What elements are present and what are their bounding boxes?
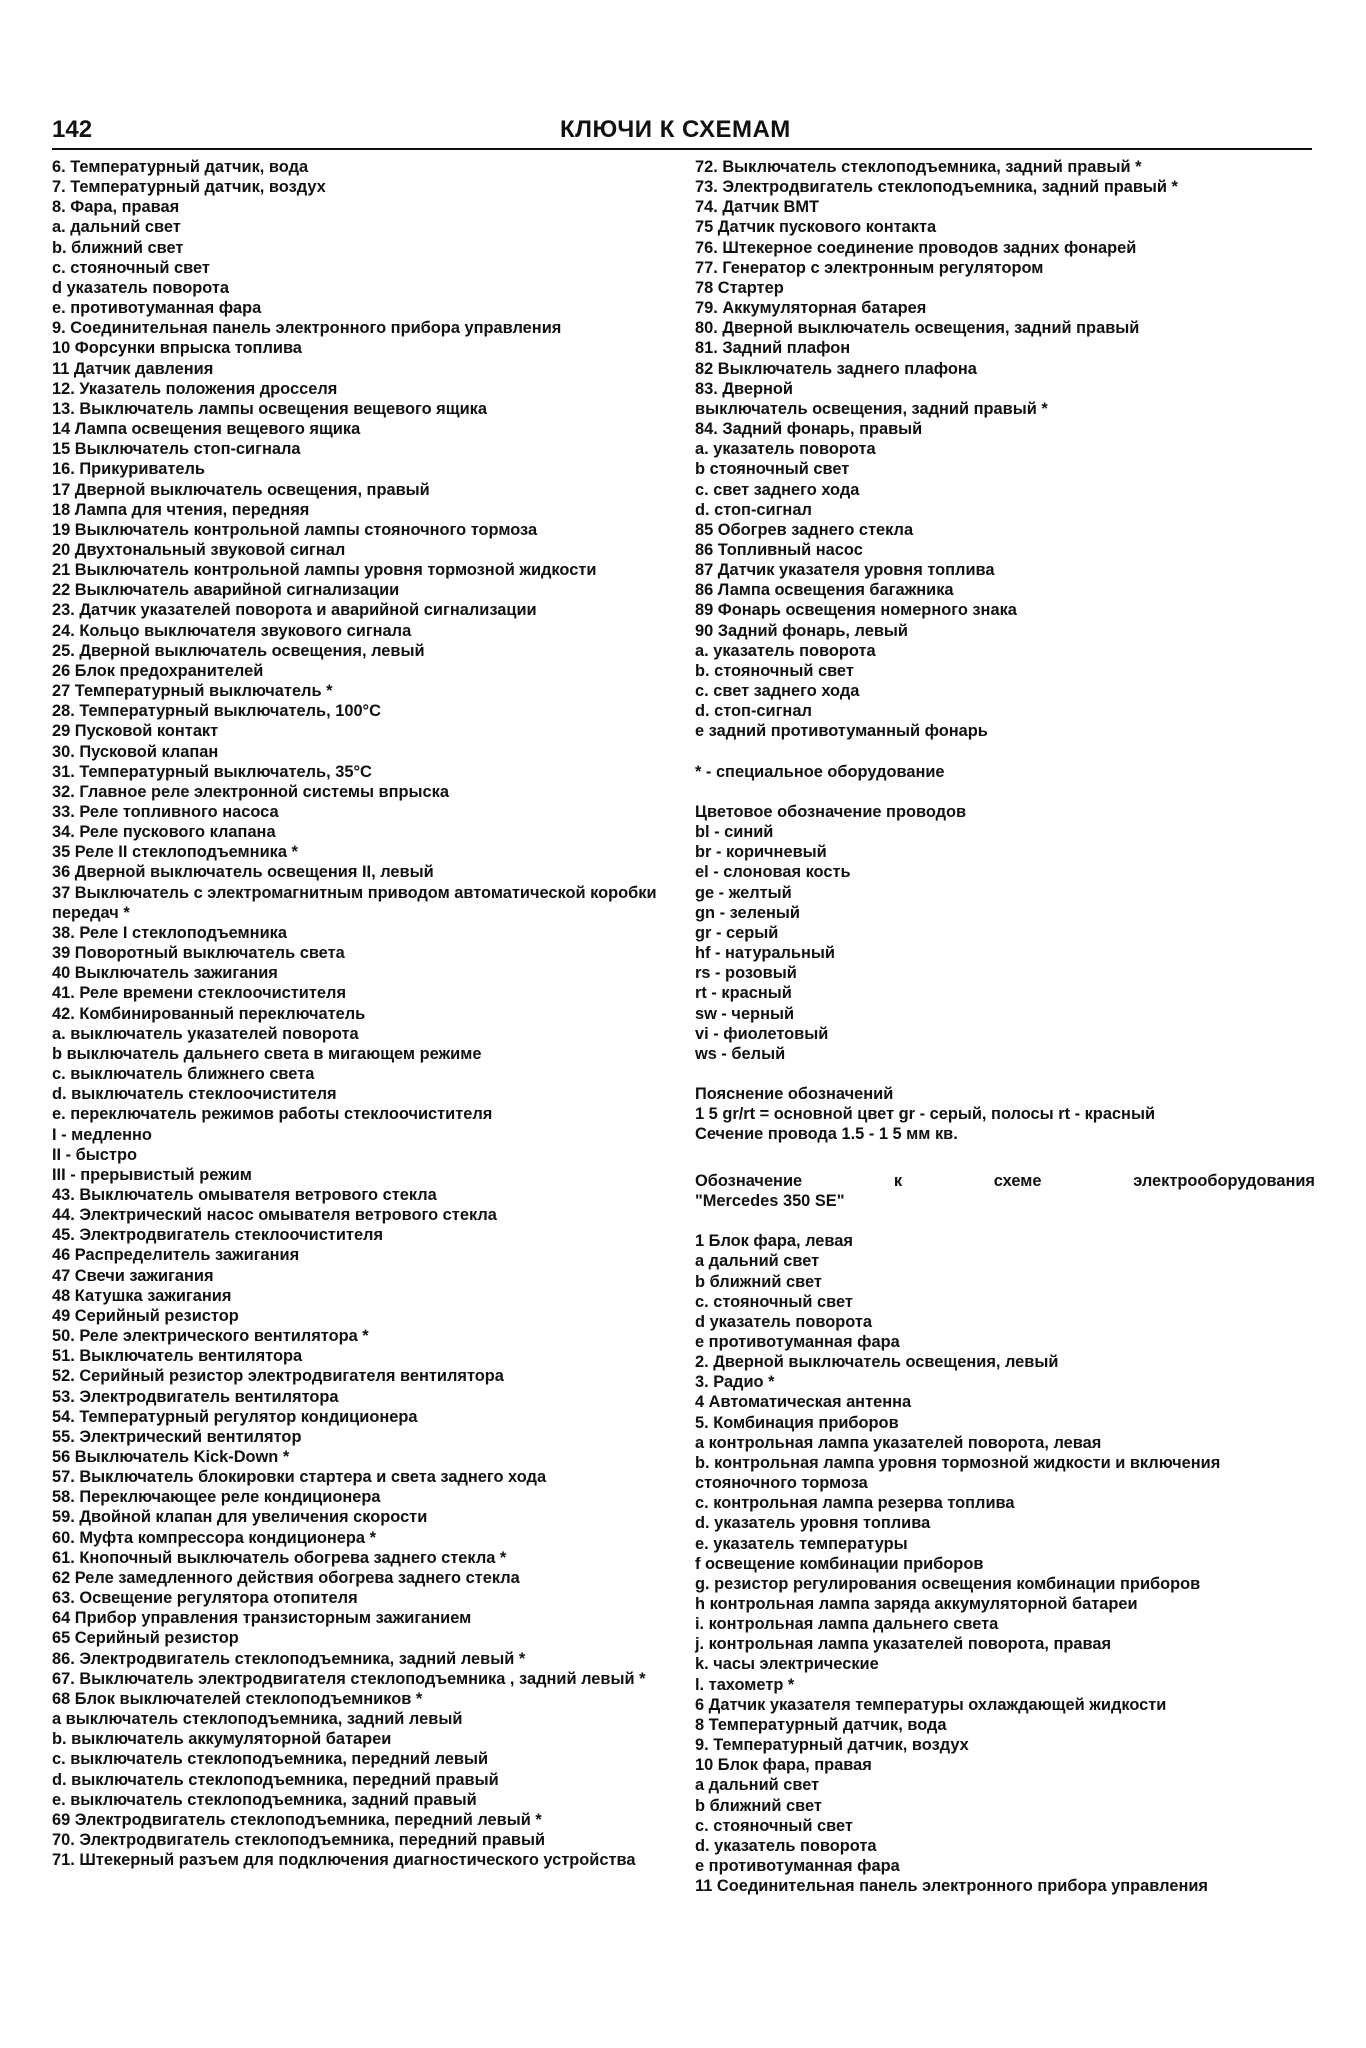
legend-explanation-title: Пояснение обозначений <box>695 1085 894 1104</box>
list-item: 69 Электродвигатель стеклоподъемника, передний левый * <box>52 1810 542 1829</box>
list-item: f освещение комбинации приборов <box>695 1554 984 1573</box>
list-item: 53. Электродвигатель вентилятора <box>52 1387 339 1406</box>
wire-color-item: el - слоновая кость <box>695 863 851 882</box>
list-item: e противотуманная фара <box>695 1857 900 1876</box>
list-item: 81. Задний плафон <box>695 339 851 358</box>
wire-color-item: vi - фиолетовый <box>695 1024 829 1043</box>
list-item: 48 Катушка зажигания <box>52 1286 232 1305</box>
list-item: 73. Электродвигатель стеклоподъемника, задний правый * <box>695 178 1178 197</box>
page-title: КЛЮЧИ К СХЕМАМ <box>560 116 791 143</box>
wire-color-item: rs - розовый <box>695 964 797 983</box>
list-item: b ближний свет <box>695 1272 822 1291</box>
list-item: e. указатель температуры <box>695 1534 908 1553</box>
list-item: 30. Пусковой клапан <box>52 742 219 761</box>
list-item: 24. Кольцо выключателя звукового сигнала <box>52 621 412 640</box>
list-item: d. указатель уровня топлива <box>695 1514 931 1533</box>
list-item: e. противотуманная фара <box>52 299 262 318</box>
wire-color-item: hf - натуральный <box>695 944 835 963</box>
list-item: d указатель поворота <box>695 1312 872 1331</box>
list-item: 68 Блок выключателей стеклоподъемников * <box>52 1689 423 1708</box>
list-item: a. выключатель указателей поворота <box>52 1024 359 1043</box>
wire-colors-title: Цветовое обозначение проводов <box>695 802 967 821</box>
spacer <box>695 1145 1315 1165</box>
list-item: b выключатель дальнего света в мигающем режиме <box>52 1044 482 1063</box>
list-item: d. стоп-сигнал <box>695 702 812 721</box>
list-item: 31. Температурный выключатель, 35°С <box>52 762 372 781</box>
list-item: 80. Дверной выключатель освещения, задний правый <box>695 319 1140 338</box>
list-item: 40 Выключатель зажигания <box>52 964 278 983</box>
list-item: 41. Реле времени стеклоочистителя <box>52 984 347 1003</box>
list-item: 35 Реле II стеклоподъемника * <box>52 843 298 862</box>
wire-color-item: ge - желтый <box>695 883 792 902</box>
list-item: 45. Электродвигатель стеклоочистителя <box>52 1226 384 1245</box>
list-item: b. ближний свет <box>52 238 184 257</box>
wire-color-item: gr - серый <box>695 923 779 942</box>
list-item: 57. Выключатель блокировки стартера и света заднего хода <box>52 1468 547 1487</box>
list-item: 11 Соединительная панель электронного прибора управления <box>695 1877 1208 1896</box>
list-item: 10 Блок фара, правая <box>695 1756 872 1775</box>
list-item: 54. Температурный регулятор кондиционера <box>52 1407 418 1426</box>
list-item: 7. Температурный датчик, воздух <box>52 178 326 197</box>
list-item: 14 Лампа освещения вещевого ящика <box>52 420 361 439</box>
page-number: 142 <box>52 116 93 143</box>
list-item: 51. Выключатель вентилятора <box>52 1347 303 1366</box>
list-item: e противотуманная фара <box>695 1332 900 1351</box>
list-item: 43. Выключатель омывателя ветрового стекла <box>52 1185 437 1204</box>
list-item: 86. Электродвигатель стеклоподъемника, задний левый * <box>52 1649 526 1668</box>
list-item: 83. Дверной <box>695 379 793 398</box>
list-item: l. тахометр * <box>695 1675 795 1694</box>
spacer <box>695 1211 1315 1231</box>
wire-color-item: br - коричневый <box>695 843 827 862</box>
list-item: II - быстро <box>52 1145 137 1164</box>
list-item: c. выключатель стеклоподъемника, передний левый <box>52 1750 489 1769</box>
list-item: b стояночный свет <box>695 460 850 479</box>
list-item: 89 Фонарь освещения номерного знака <box>695 601 1017 620</box>
spacer <box>695 782 1315 802</box>
spacer <box>695 742 1315 762</box>
list-item: 65 Серийный резистор <box>52 1629 239 1648</box>
list-item: 75 Датчик пускового контакта <box>695 218 937 237</box>
list-item: 12. Указатель положения дросселя <box>52 379 338 398</box>
list-item: 4 Автоматическая антенна <box>695 1393 912 1412</box>
list-item: 58. Переключающее реле кондиционера <box>52 1488 381 1507</box>
list-item: 3. Радио * <box>695 1373 775 1392</box>
list-item: a. указатель поворота <box>695 440 876 459</box>
list-item: 37 Выключатель с электромагнитным приводом автоматической коробки передач * <box>52 883 657 922</box>
list-item: c. контрольная лампа резерва топлива <box>695 1494 1015 1513</box>
list-item: 42. Комбинированный переключатель <box>52 1004 366 1023</box>
list-item: d. стоп-сигнал <box>695 500 812 519</box>
list-item: 19 Выключатель контрольной лампы стояночного тормоза <box>52 520 538 539</box>
list-item: a. дальний свет <box>52 218 181 237</box>
list-item: a дальний свет <box>695 1252 820 1271</box>
list-item: 71. Штекерный разъем для подключения диагностического устройства <box>52 1851 636 1870</box>
list-item: 5. Комбинация приборов <box>695 1413 899 1432</box>
list-item: 34. Реле пускового клапана <box>52 823 276 842</box>
list-item: e задний противотуманный фонарь <box>695 722 988 741</box>
list-item: d. указатель поворота <box>695 1836 877 1855</box>
list-item: 26 Блок предохранителей <box>52 661 264 680</box>
list-item: 27 Температурный выключатель * <box>52 682 333 701</box>
list-item: 18 Лампа для чтения, передняя <box>52 500 310 519</box>
list-item: 62 Реле замедленного действия обогрева заднего стекла <box>52 1568 520 1587</box>
list-item: 21 Выключатель контрольной лампы уровня тормозной жидкости <box>52 561 597 580</box>
right-column <box>695 157 1315 1896</box>
list-item: c. свет заднего хода <box>695 682 860 701</box>
list-item: 22 Выключатель аварийной сигнализации <box>52 581 400 600</box>
list-item: 79. Аккумуляторная батарея <box>695 299 927 318</box>
list-item: 36 Дверной выключатель освещения II, левый <box>52 863 434 882</box>
wire-color-item: ws - белый <box>695 1044 786 1063</box>
list-item: 15 Выключатель стоп-сигнала <box>52 440 301 459</box>
list-item: b. стояночный свет <box>695 661 854 680</box>
list-item: 2. Дверной выключатель освещения, левый <box>695 1353 1059 1372</box>
list-item: 86 Топливный насос <box>695 540 863 559</box>
wire-color-item: gn - зеленый <box>695 903 800 922</box>
list-item: 55. Электрический вентилятор <box>52 1427 302 1446</box>
list-item: 85 Обогрев заднего стекла <box>695 520 914 539</box>
legend-explanation-line: Сечение провода 1.5 - 1 5 мм кв. <box>695 1125 958 1144</box>
list-item: 17 Дверной выключатель освещения, правый <box>52 480 430 499</box>
list-item: I - медленно <box>52 1125 152 1144</box>
list-item: 63. Освещение регулятора отопителя <box>52 1589 358 1608</box>
list-item: 70. Электродвигатель стеклоподъемника, передний правый <box>52 1830 546 1849</box>
list-item: d. выключатель стеклоподъемника, передний правый <box>52 1770 499 1789</box>
list-item: 74. Датчик ВМТ <box>695 198 820 217</box>
list-item: k. часы электрические <box>695 1655 879 1674</box>
list-item: c. стояночный свет <box>695 1292 853 1311</box>
list-item: 33. Реле топливного насоса <box>52 803 279 821</box>
list-item: 78 Стартер <box>695 278 784 297</box>
list-item: 9. Температурный датчик, воздух <box>695 1736 969 1755</box>
list-item: a выключатель стеклоподъемника, задний левый <box>52 1710 463 1729</box>
list-item: 77. Генератор с электронным регулятором <box>695 258 1044 277</box>
list-item: 86 Лампа освещения багажника <box>695 581 954 600</box>
left-column <box>52 157 662 1870</box>
legend-explanation-line: 1 5 gr/rt = основной цвет gr - серый, полосы rt - красный <box>695 1105 1156 1124</box>
list-item: III - прерывистый режим <box>52 1165 252 1184</box>
section-subtitle: "Mercedes 350 SE" <box>695 1191 845 1210</box>
list-item: 6 Датчик указателя температуры охлаждающей жидкости <box>695 1695 1167 1714</box>
list-item: e. выключатель стеклоподъемника, задний правый <box>52 1790 477 1809</box>
list-item: c. выключатель ближнего света <box>52 1065 315 1084</box>
list-item: 38. Реле I стеклоподъемника <box>52 923 287 942</box>
wire-color-item: sw - черный <box>695 1004 795 1023</box>
header-rule <box>52 148 1312 150</box>
list-item: 72. Выключатель стеклоподъемника, задний правый * <box>695 158 1142 176</box>
list-item: 39 Поворотный выключатель света <box>52 944 345 963</box>
list-item: a дальний свет <box>695 1776 820 1795</box>
list-item: 56 Выключатель Kick-Down * <box>52 1448 290 1466</box>
list-item: 76. Штекерное соединение проводов задних фонарей <box>695 238 1137 257</box>
list-item: 50. Реле электрического вентилятора * <box>52 1327 369 1346</box>
list-item: выключатель освещения, задний правый * <box>695 399 1048 418</box>
list-item: a контрольная лампа указателей поворота, левая <box>695 1433 1102 1452</box>
list-item: 16. Прикуриватель <box>52 460 206 479</box>
list-item: 82 Выключатель заднего плафона <box>695 359 977 378</box>
list-item: 23. Датчик указателей поворота и аварийной сигнализации <box>52 601 537 620</box>
list-item: 87 Датчик указателя уровня топлива <box>695 561 995 580</box>
list-item: c. стояночный свет <box>695 1816 853 1835</box>
list-item: h контрольная лампа заряда аккумуляторной батареи <box>695 1595 1138 1614</box>
list-item: 49 Серийный резистор <box>52 1306 239 1325</box>
list-item: 64 Прибор управления транзисторным зажиганием <box>52 1609 472 1628</box>
list-item: 46 Распределитель зажигания <box>52 1246 300 1265</box>
list-item: 28. Температурный выключатель, 100°С <box>52 702 381 721</box>
list-item: b. выключатель аккумуляторной батареи <box>52 1730 392 1749</box>
list-item: 8. Фара, правая <box>52 198 180 217</box>
list-item: d. выключатель стеклоочистителя <box>52 1085 337 1104</box>
list-item: 20 Двухтональный звуковой сигнал <box>52 540 346 559</box>
list-item: 59. Двойной клапан для увеличения скорости <box>52 1508 428 1527</box>
list-item: 60. Муфта компрессора кондиционера * <box>52 1528 376 1547</box>
list-item: 25. Дверной выключатель освещения, левый <box>52 641 425 660</box>
list-item: e. переключатель режимов работы стеклоочистителя <box>52 1105 493 1124</box>
list-item: 10 Форсунки впрыска топлива <box>52 339 302 358</box>
list-item: 8 Температурный датчик, вода <box>695 1715 947 1734</box>
wire-color-item: bl - синий <box>695 823 774 842</box>
list-item: 29 Пусковой контакт <box>52 722 219 741</box>
list-item: 13. Выключатель лампы освещения вещевого ящика <box>52 399 487 418</box>
list-item: 61. Кнопочный выключатель обогрева заднего стекла * <box>52 1548 507 1567</box>
list-item: 90 Задний фонарь, левый <box>695 621 908 640</box>
list-item: 11 Датчик давления <box>52 359 214 378</box>
list-item: c. свет заднего хода <box>695 480 860 499</box>
list-item: d указатель поворота <box>52 278 229 297</box>
list-item: 9. Соединительная панель электронного прибора управления <box>52 319 562 338</box>
list-item: b. контрольная лампа уровня тормозной жидкости и включения стояночного тормоза <box>695 1453 1221 1493</box>
list-item: j. контрольная лампа указателей поворота, правая <box>695 1635 1112 1654</box>
list-item: 47 Свечи зажигания <box>52 1266 214 1285</box>
list-item: 84. Задний фонарь, правый <box>695 420 923 439</box>
list-item: 67. Выключатель электродвигателя стеклоподъемника , задний левый * <box>52 1669 646 1688</box>
list-item: c. стояночный свет <box>52 258 210 277</box>
list-item: b ближний свет <box>695 1796 822 1815</box>
list-item: 32. Главное реле электронной системы впрыска <box>52 782 449 801</box>
list-item: 44. Электрический насос омывателя ветрового стекла <box>52 1206 497 1225</box>
list-item: 1 Блок фара, левая <box>695 1232 853 1251</box>
list-item: 52. Серийный резистор электродвигателя вентилятора <box>52 1367 504 1386</box>
wire-color-item: rt - красный <box>695 984 792 1003</box>
list-item: i. контрольная лампа дальнего света <box>695 1615 999 1634</box>
special-equipment-note: * - специальное оборудование <box>695 762 945 781</box>
list-item: a. указатель поворота <box>695 641 876 660</box>
section-title: Обозначение к схеме электрооборудования <box>695 1171 1315 1190</box>
list-item: g. резистор регулирования освещения комбинации приборов <box>695 1574 1201 1593</box>
spacer <box>695 1064 1315 1084</box>
list-item: 6. Температурный датчик, вода <box>52 158 309 176</box>
